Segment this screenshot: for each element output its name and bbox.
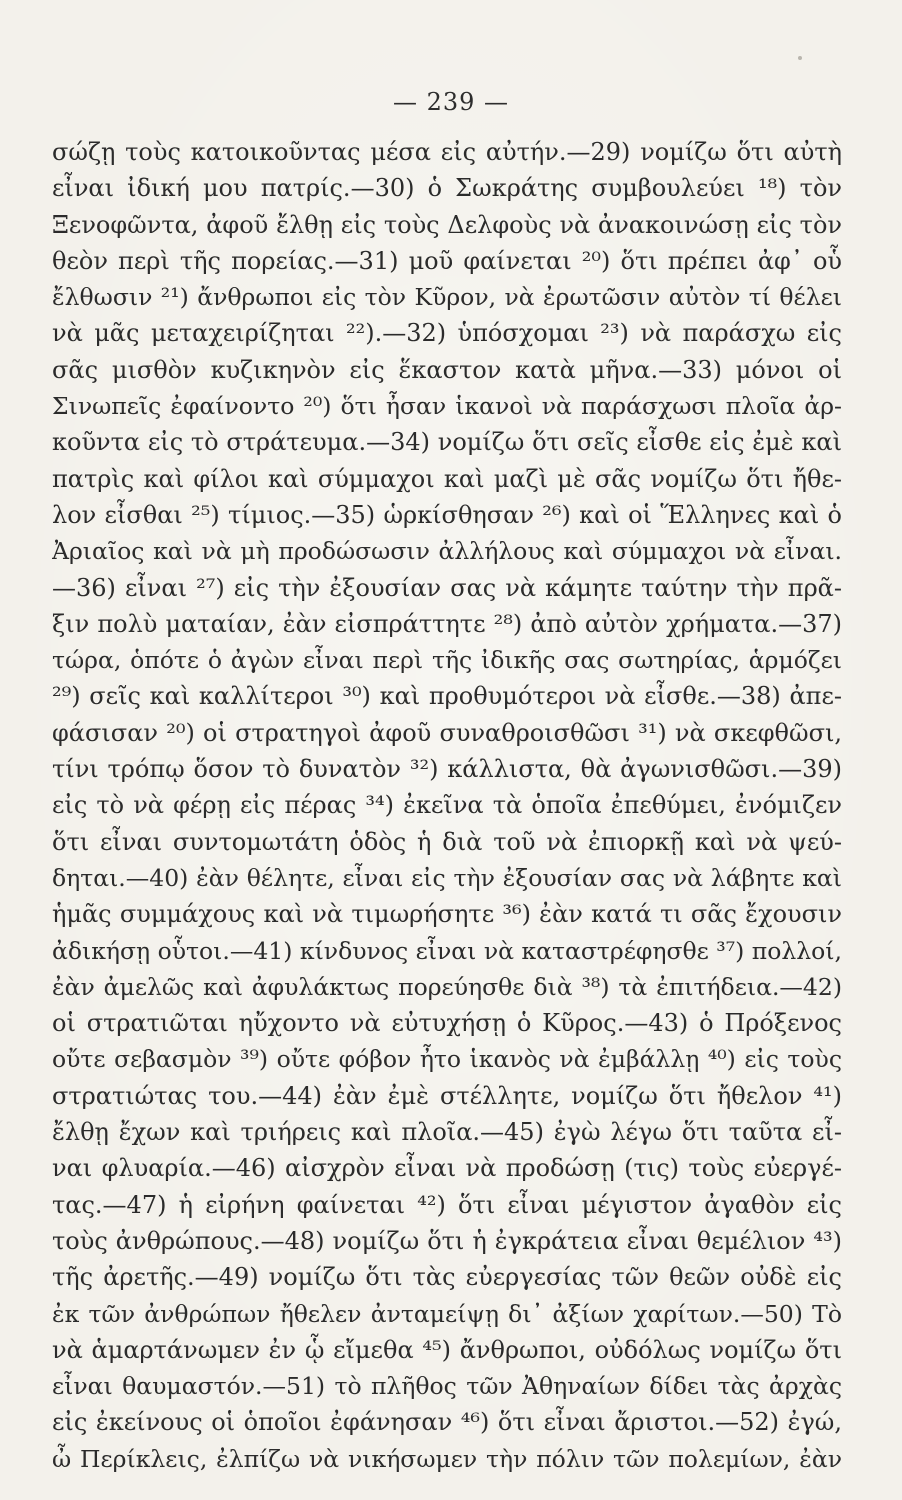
text-line: τοὺς ἀνθρώπους.—48) νομίζω ὅτι ἡ ἐγκράτεια εἶναι θεμέλιον ⁴³) [52,1226,842,1255]
text-line: ²⁹) σεῖς καὶ καλλίτεροι ³⁰) καὶ προθυμότεροι νὰ εἶσθε.—38) ἀπε- [52,682,842,711]
text-line: σᾶς μισθὸν κυζικηνὸν εἰς ἕκαστον κατὰ μῆνα.—33) μόνοι οἱ [52,355,842,384]
text-line: εἶναι ἰδική μου πατρίς.—30) ὁ Σωκράτης συμβουλεύει ¹⁸) τὸν [52,174,842,203]
text-line: ξιν πολὺ ματαίαν, ἐὰν εἰσπράττητε ²⁸) ἀπὸ αὐτὸν χρήματα.—37) [52,609,842,638]
text-line: τώρα, ὁπότε ὁ ἀγὼν εἶναι περὶ τῆς ἰδικῆς σας σωτηρίας, ἁρμόζει [52,646,842,675]
text-line: σώζῃ τοὺς κατοικοῦντας μέσα εἰς αὐτήν.—29) νομίζω ὅτι αὐτὴ [52,138,842,166]
text-line: Ξενοφῶντα, ἀφοῦ ἔλθῃ εἰς τοὺς Δελφοὺς νὰ ἀνακοινώσῃ εἰς τὸν [52,210,842,239]
text-line: ἐκ τῶν ἀνθρώπων ἤθελεν ἀνταμείψῃ δι᾽ ἀξίων χαρίτων.—50) Τὸ [52,1299,842,1328]
text-line: ἔλθωσιν ²¹) ἄνθρωποι εἰς τὸν Κῦρον, νὰ ἐρωτῶσιν αὐτὸν τί θέλει [52,283,842,312]
text-line: ἔλθῃ ἔχων καὶ τριήρεις καὶ πλοῖα.—45) ἐγὼ λέγω ὅτι ταῦτα εἶ- [52,1118,842,1147]
text-line: ἀδικήσῃ οὗτοι.—41) κίνδυνος εἶναι νὰ καταστρέφησθε ³⁷) πολλοί, [52,936,842,965]
text-line: εἰς τὸ νὰ φέρῃ εἰς πέρας ³⁴) ἐκεῖνα τὰ ὁποῖα ἐπεθύμει, ἐνόμιζεν [52,791,842,820]
text-line: νὰ μᾶς μεταχειρίζηται ²²).—32) ὑπόσχομαι ²³) νὰ παράσχω εἰς [52,319,842,348]
text-line: εἶναι θαυμαστόν.—51) τὸ πλῆθος τῶν Ἀθηναίων δίδει τὰς ἀρχὰς [52,1372,842,1401]
text-line: —36) εἶναι ²⁷) εἰς τὴν ἐξουσίαν σας νὰ κάμητε ταύτην τὴν πρᾶ- [52,573,842,602]
text-line: φάσισαν ²⁰) οἱ στρατηγοὶ ἀφοῦ συναθροισθῶσι ³¹) νὰ σκεφθῶσι, [52,718,842,747]
text-line: κοῦντα εἰς τὸ στράτευμα.—34) νομίζω ὅτι σεῖς εἶσθε εἰς ἐμὲ καὶ [52,428,842,457]
text-line: τῆς ἀρετῆς.—49) νομίζω ὅτι τὰς εὐεργεσίας τῶν θεῶν οὐδὲ εἰς [52,1263,842,1292]
text-line: δηται.—40) ἐὰν θέλητε, εἶναι εἰς τὴν ἐξουσίαν σας νὰ λάβητε καὶ [52,863,842,892]
text-line: πατρὶς καὶ φίλοι καὶ σύμμαχοι καὶ μαζὶ μὲ σᾶς νομίζω ὅτι ἤθε- [52,464,842,493]
text-line: οἱ στρατιῶται ηὔχοντο νὰ εὐτυχήσῃ ὁ Κῦρος.—43) ὁ Πρόξενος [52,1009,842,1038]
text-line: λον εἶσθαι ²⁵) τίμιος.—35) ὡρκίσθησαν ²⁶) καὶ οἱ Ἕλληνες καὶ ὁ [52,500,842,529]
text-line: ἐὰν ἀμελῶς καὶ ἀφυλάκτως πορεύησθε διὰ ³⁸) τὰ ἐπιτήδεια.—42) [52,972,842,1001]
paper-speck [798,56,802,60]
text-line: οὔτε σεβασμὸν ³⁹) οὔτε φόβον ἦτο ἱκανὸς νὰ ἐμβάλλῃ ⁴⁰) εἰς τοὺς [52,1045,842,1074]
body-text [52,134,842,1477]
text-line: Ἀριαῖος καὶ νὰ μὴ προδώσωσιν ἀλλήλους καὶ σύμμαχοι νὰ εἶναι. [52,537,842,566]
text-line: ἡμᾶς συμμάχους καὶ νὰ τιμωρήσητε ³⁶) ἐὰν κατά τι σᾶς ἔχουσιν [52,900,842,929]
text-line: τας.—47) ἡ εἰρήνη φαίνεται ⁴²) ὅτι εἶναι μέγιστον ἀγαθὸν εἰς [52,1190,842,1219]
page-number: — 239 — [392,88,510,116]
text-line: ναι φλυαρία.—46) αἰσχρὸν εἶναι νὰ προδώσῃ (τις) τοὺς εὐεργέ- [52,1154,842,1183]
text-line: Σινωπεῖς ἐφαίνοντο ²⁰) ὅτι ἦσαν ἱκανοὶ νὰ παράσχωσι πλοῖα ἀρ- [52,392,842,421]
text-line: ὦ Περίκλεις, ἐλπίζω νὰ νικήσωμεν τὴν πόλιν τῶν πολεμίων, ἐὰν [52,1444,842,1473]
text-line: εἰς ἐκείνους οἱ ὁποῖοι ἐφάνησαν ⁴⁶) ὅτι εἶναι ἄριστοι.—52) ἐγώ, [52,1408,842,1437]
text-line: θεὸν περὶ τῆς πορείας.—31) μοῦ φαίνεται ²⁰) ὅτι πρέπει ἀφ᾽ οὗ [52,246,842,275]
text-line: νὰ ἁμαρτάνωμεν ἐν ᾧ εἴμεθα ⁴⁵) ἄνθρωποι, οὐδόλως νομίζω ὅτι [52,1335,842,1364]
text-line: τίνι τρόπῳ ὅσον τὸ δυνατὸν ³²) κάλλιστα, θὰ ἀγωνισθῶσι.—39) [52,755,842,784]
text-line: στρατιώτας του.—44) ἐὰν ἐμὲ στέλλητε, νομίζω ὅτι ἤθελον ⁴¹) [52,1081,842,1110]
text-line: ὅτι εἶναι συντομωτάτη ὁδὸς ἡ διὰ τοῦ νὰ ἐπιορκῇ καὶ νὰ ψεύ- [52,827,842,856]
